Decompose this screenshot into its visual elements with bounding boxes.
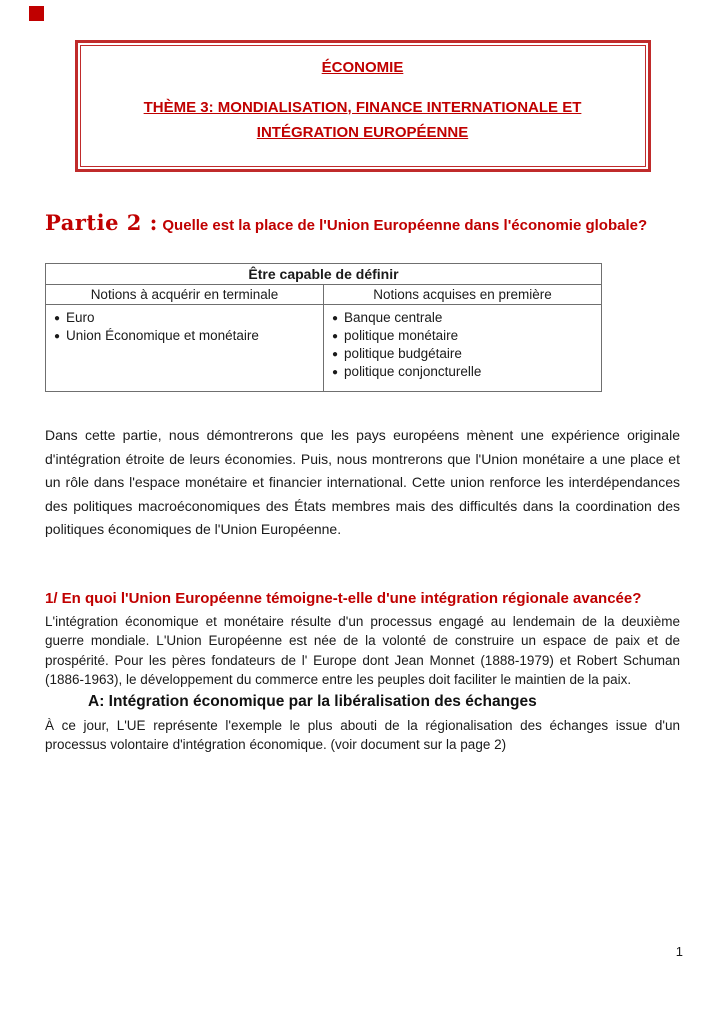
bullet-icon: ● (332, 330, 339, 342)
column-header-premiere: Notions acquises en première (324, 284, 602, 304)
table-header-row (46, 284, 602, 304)
section-1-heading: 1/ En quoi l'Union Européenne témoigne-t-elle d'une intégration régionale avancée? (45, 589, 642, 607)
list-item (332, 309, 593, 327)
definitions-table-title: Être capable de définir (46, 263, 602, 284)
list-item-label: Euro (66, 309, 95, 325)
bullet-icon: ● (54, 330, 61, 342)
column-header-terminale: Notions à acquérir en terminale (46, 284, 324, 304)
bullet-icon: ● (54, 312, 61, 324)
list-item-label: politique budgétaire (344, 345, 462, 361)
list-item-label: politique monétaire (344, 327, 459, 343)
premiere-notions-cell (324, 304, 602, 392)
bullet-icon: ● (332, 367, 339, 379)
partie-label: Partie 2 : (45, 209, 158, 235)
title-box-inner (80, 45, 646, 167)
bullet-icon: ● (332, 348, 339, 360)
list-item (332, 345, 593, 363)
terminale-notions-cell (46, 304, 324, 392)
partie-heading (45, 210, 680, 235)
subsection-a-heading: A: Intégration économique par la libéralisation des échanges (88, 693, 537, 711)
red-corner-mark (29, 6, 44, 21)
section-1-paragraph: L'intégration économique et monétaire résulte d'un processus engagé au lendemain de la deuxième guerre mondiale. L'Union Européenne est née de la volonté de construire un espace de paix et de prospérité. Pour les pères fondateurs de l' Europe dont Jean Monnet (1888-1979) et Robert Schuman (1886-1963), le développement du commerce entre les peuples doit faciliter le maintien de la paix. (45, 613, 680, 687)
intro-paragraph: Dans cette partie, nous démontrerons que les pays européens mènent une expérience originale d'intégration étroite de leurs économies. Puis, nous montrerons que l'Union monétaire a une place et un rôle dans l'espace monétaire et financier international. Cette union renforce les interdépendances des politiques macroéconomiques des États membres mais des difficultés dans la coordination des politiques économiques de l'Union Européenne. (45, 427, 680, 538)
partie-question: Quelle est la place de l'Union Européenne dans l'économie globale? (162, 216, 648, 234)
bullet-icon: ● (332, 312, 339, 324)
definitions-table (45, 263, 602, 393)
subsection-a-paragraph: À ce jour, L'UE représente l'exemple le plus abouti de la régionalisation des échanges issue d'un processus volontaire d'intégration économique. (voir document sur la page 2) (45, 718, 680, 753)
document-subtitle-line2: INTÉGRATION EUROPÉENNE (256, 123, 469, 141)
table-content-row (46, 304, 602, 392)
page-number: 1 (675, 944, 683, 959)
list-item (332, 363, 593, 381)
list-item (332, 327, 593, 345)
list-item (54, 327, 315, 345)
document-title: ÉCONOMIE (321, 59, 404, 76)
list-item (54, 309, 315, 327)
list-item-label: Union Économique et monétaire (66, 327, 259, 343)
title-box (75, 40, 651, 172)
list-item-label: Banque centrale (344, 309, 443, 325)
list-item-label: politique conjoncturelle (344, 364, 482, 380)
table-title-row (46, 263, 602, 284)
document-subtitle-line1: THÈME 3: MONDIALISATION, FINANCE INTERNATIONALE ET (143, 99, 582, 116)
